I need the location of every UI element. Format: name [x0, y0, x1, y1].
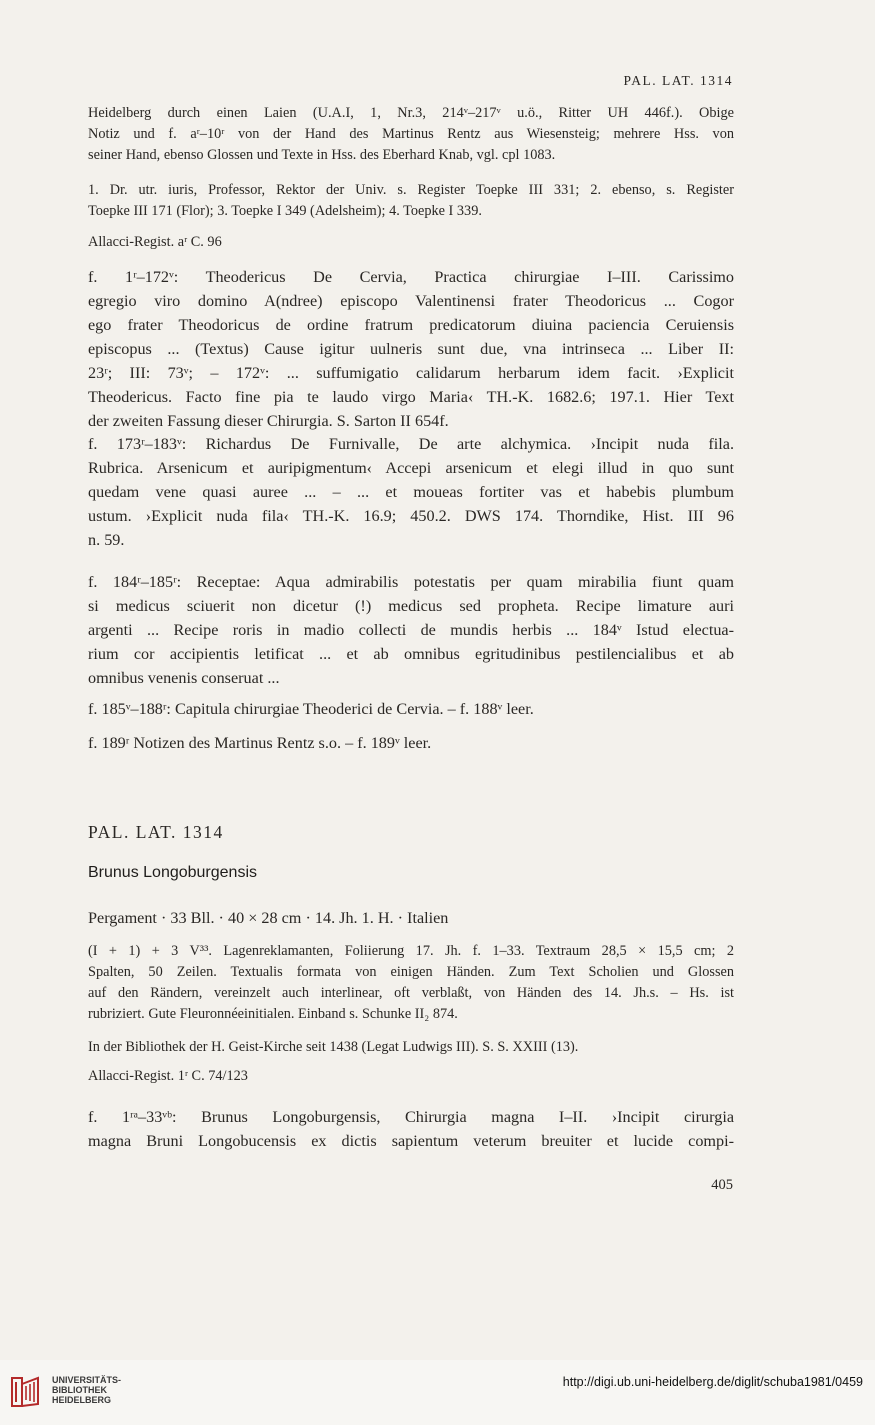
text-line: ustum. ›Explicit nuda fila‹ TH.-K. 16.9; 450.2. DWS 174. Thorndike, Hist. III 96: [88, 507, 734, 525]
footnotes: [88, 180, 734, 222]
page-number: 405: [711, 1177, 733, 1193]
footer-bar: [0, 1360, 875, 1425]
text-line: Spalten, 50 Zeilen. Textualis formata von einigen Händen. Zum Text Scholien und Glossen: [88, 964, 734, 980]
provenance: [88, 1037, 734, 1058]
text-line: Heidelberg durch einen Laien (U.A.I, 1, Nr.3, 214ᵛ–217ᵛ u.ö., Ritter UH 446f.). Obige: [88, 105, 734, 121]
library-name: [52, 1375, 121, 1405]
source-url-link[interactable]: http://digi.ub.uni-heidelberg.de/diglit/schuba1981/0459: [562, 1375, 863, 1389]
library-logo-icon: [10, 1374, 46, 1410]
text-line: f. 189ʳ Notizen des Martinus Rentz s.o. – f. 189ᵛ leer.: [88, 734, 432, 752]
text-line: f. 173ʳ–183ᵛ: Richardus De Furnivalle, De arte alchymica. ›Incipit nuda fila.: [88, 435, 734, 453]
allacci-register: [88, 232, 734, 253]
library-name-line: UNIVERSITÄTS-: [52, 1375, 122, 1385]
allacci-register-2: [88, 1066, 734, 1087]
text-line: In der Bibliothek der H. Geist-Kirche seit 1438 (Legat Ludwigs III). S. S. XXIII (13).: [88, 1039, 579, 1055]
text-line: egregio viro domino A(ndree) episcopo Valentinensi frater Theodoricus ... Cogor: [88, 292, 734, 310]
text-line: seiner Hand, ebenso Glossen und Texte in Hss. des Eberhard Knab, vgl. cpl 1083.: [88, 147, 556, 163]
text-line: f. 1ʳᵃ–33ᵛᵇ: Brunus Longoburgensis, Chirurgia magna I–II. ›Incipit cirurgia: [88, 1108, 734, 1126]
text-line: f. 184ʳ–185ʳ: Receptae: Aqua admirabilis potestatis per quam mirabilia fiunt quam: [88, 573, 734, 591]
text-line: n. 59.: [88, 531, 125, 549]
library-name-line: BIBLIOTHEK: [52, 1385, 107, 1395]
text-line: der zweiten Fassung dieser Chirurgia. S. Sarton II 654f.: [88, 412, 449, 430]
entry-notizen: [88, 731, 734, 755]
text-line: (I + 1) + 3 V³³. Lagenreklamanten, Foliierung 17. Jh. f. 1–33. Textraum 28,5 × 15,5 cm; 2: [88, 943, 734, 959]
text-line: quedam vene quasi auree ... – ... et moueas fortiter vas et habebis plumbum: [88, 483, 734, 501]
entry-receptae: [88, 570, 734, 690]
running-head: PAL. LAT. 1314: [623, 73, 733, 88]
entry-brunus: [88, 1105, 734, 1153]
text-line: rium cor accipientis letificat ... et ab omnibus egritudinibus pestilencialibus et ab: [88, 645, 734, 663]
entry-capitula: [88, 697, 734, 721]
text-line: f. 1ʳ–172ᵛ: Theodericus De Cervia, Practica chirurgiae I–III. Carissimo: [88, 268, 734, 286]
library-name-line: HEIDELBERG: [52, 1395, 112, 1405]
intro-paragraph: [88, 103, 734, 166]
author-heading: Brunus Longoburgensis: [88, 864, 258, 881]
entry-richardus: [88, 432, 734, 552]
text-line: 23ʳ; III: 73ᵛ; – 172ᵛ: ... suffumigatio calidarum herbarum idem facit. ›Explicit: [88, 364, 734, 382]
text-line: Pergament · 33 Bll. · 40 × 28 cm · 14. Jh. 1. H. · Italien: [88, 909, 449, 927]
text-line: Rubrica. Arsenicum et auripigmentum‹ Accepi arsenicum et elegi illud in quo sunt: [88, 459, 734, 477]
text-line: si medicus sciuerit non dicetur (!) medicus sed propheta. Recipe limature auri: [88, 597, 734, 615]
text-line: omnibus venenis conseruat ...: [88, 669, 280, 687]
physical-description: [88, 906, 734, 930]
section-title: PAL. LAT. 1314: [88, 822, 224, 842]
text-line: Theodericus. Facto fine pia te laudo virgo Maria‹ TH.-K. 1682.6; 197.1. Hier Text: [88, 388, 734, 406]
text-line: rubriziert. Gute Fleuronnéeinitialen. Einband s. Schunke II₂ 874.: [88, 1006, 458, 1022]
text-line: episcopus ... (Textus) Cause igitur uulneris sunt due, vna intrinseca ... Liber II:: [88, 340, 734, 358]
text-line: Allacci-Regist. aʳ C. 96: [88, 234, 222, 250]
footnote-line: 1. Dr. utr. iuris, Professor, Rektor der Univ. s. Register Toepke III 331; 2. ebenso, s. Register: [88, 182, 734, 198]
text-line: auf den Rändern, vereinzelt auch interlinear, oft verblaßt, von Händen des 14. Jh.s. – Hs. ist: [88, 985, 734, 1001]
text-line: Allacci-Regist. 1ʳ C. 74/123: [88, 1068, 248, 1084]
text-line: f. 185ᵛ–188ʳ: Capitula chirurgiae Theoderici de Cervia. – f. 188ᵛ leer.: [88, 700, 534, 718]
text-line: ego frater Theodoricus de ordine fratrum predicatorum diuina paciencia Ceruiensis: [88, 316, 734, 334]
codicological-description: [88, 941, 734, 1025]
text-line: magna Bruni Longobucensis ex dictis sapientum veterum breuiter et lucide compi-: [88, 1132, 734, 1150]
entry-theodericus: [88, 265, 734, 433]
text-line: argenti ... Recipe roris in madio collecti de mundis herbis ... 184ᵛ Istud electua-: [88, 621, 734, 639]
text-line: Notiz und f. aʳ–10ʳ von der Hand des Martinus Rentz aus Wiesensteig; mehrere Hss. von: [88, 126, 734, 142]
footnote-line: Toepke III 171 (Flor); 3. Toepke I 349 (Adelsheim); 4. Toepke I 339.: [88, 203, 482, 219]
